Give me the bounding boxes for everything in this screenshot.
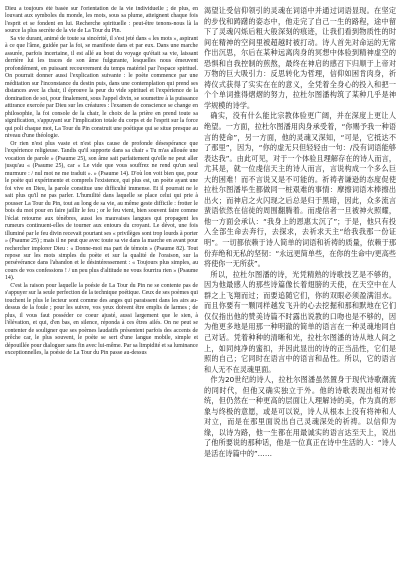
french-text-column [5,6,198,560]
chinese-paragraph: 确实，没有什么能比宗教体验更广阔，并在深度上更让人绝望。一方面，拉杜尔图潘用肉身承受着，“你赐予我一种语言的使命”，另一方面，他的灵魂又深知，“可是，它抵达不了那里”，因为，“你的虚无只但轻轻由一句：/没有词语能够表达我”。由此可见，对于一个体验且理解存在的诗人而言，尤其是，就一位虔信天主的诗人而言，言说构成一个多么巨大的困难！而不言说又是不可能的。祈祷者谦逊的态度促使拉杜尔图潘毕生都做同一桩艰难的事情：摩擦词语木棒擦出出火；而神启之火闪现之后总是归于黑暗，因此，众多流言蜚语依然在信徒的周围翻腾着。而虔信者一旦被神火照耀，他一方面会承认：“我身上的恩惠太沉了”；于是，他只有投入全部生命去奔行，去探求，去祈求天主“给我我那一份证明”。一切都依赖于诗人简单的词语和祈祷的质量，依赖于那份弃绝和无私的坚韧：“永远更简单些，在你的生命中/更高些将使你一无所获”。 [204,111,396,269]
french-paragraph: Dieu a toujours été basée sur l'orientation de la vie individuelle ; de plus, en louvant aux symboles du monde, les mots, sous sa plume, atteignent chaque fois l'esprit et se fondent en lui. Recherche spirituelle : peut-être tenons-nous là la source la plus secrète de la vie de La Tour du Pin. [5,6,198,35]
chinese-paragraph: 作为20世纪的诗人，拉杜尔图潘虽然置身于现代诗歌潮流的同时代，但他又确实独立于外。他的诗歌表现出相对传统，但仍然在一种更高的层面让人理解诗的美，作为真的形象与终极的意愿，或是可以说，诗人从根本上没有将神和人对立，而是在那里面说出自己灵魂深处的祈祷。以信仰为缘，以诗为路，他一生都在用最诚实的语言达至天上，说出了他所要说的那种话，他是一位真正在诗中生活的人：“诗人是活在诗篇中的”…… [204,375,396,458]
chinese-paragraph: 渴望让受信仰领引的灵魂在词语中并通过词语显现。在坚定的步伐和踌躇的姿态中，他走完了自己一生的路程，途中留下了灵魂闪烁后粗大般深刻的痕迹，让我们看到物质性的时间在精神的空间里被超越时被打动。诗人首先对命运的无常作出沉思，尔后在某种远离肉身的冥想中体验到精神虚空的恐惧和自我控制的煎熬，最终在神启的感召下归顺于上帝对万物的巨大吸引力：反思转化为哲理，信仰如困肯肉身，祈祷仪式获得了实实在在的意义，全凭着全身心的投入和把一个个单词推得熠熠的努力，拉杜尔图潘构筑了某种几乎是神学规模的诗学。 [204,6,396,110]
chinese-paragraph: 所以，拉杜尔图潘的诗，光凭精熟的诗歌技艺是不够的，因为他最感人的那些诗篇像长着翅膀的天使，在天空中在人群之上飞翔而过；而要追随它们，你的双眼必须盈满泪水。而且你要有一颗同样越发飞升的心去挖掘和那和默地在它们仅仅指出他的赞美诗篇不时露出说教的口吻也是不够的，因为他更多地是用那一种明澈的简单的语言在一种灵魂地同自己对话。凭着种种的清晰和光，拉杜尔图潘的诗从地人间之上，如同纯净的蜜扣，并因此显出的诗的正当品性，它们是照的自己；它同时在语言中的语言和品性。所以，它的语言和人无不在灵魂里面。 [204,269,396,374]
french-paragraph: Or rien n'est plus vaste et n'est plus cause de profonde désespérance que l'expérience religieuse. Tandis qu'il supporte dans sa chair « Tu m'as allouée une vocation de parole » (Psaume 25), son âme sait parfaitement qu'elle ne peut aller jusqu'au « (Psaume 25), car « Le vide que vous souffrez ne rend qu'un seul murmure : / nul mot ne me traduit ». » (Psaume 14). D'où lon voit bien que, pour le poète qui expérimente et comprels l'existence, qui plus est, un poète ayant une foi vive en Dieu, la parole constitue une difficulté immense. Et il pourrait ne le sait plus qu'il ne pas parler. L'humilité dans laquelle se place celui qui prie à pousser La Tour du Pin, tout au long de sa vie, au même geste difficile : frotter le bois du mot pour en faire jaillir le feu ; or le feu vient, bien souvent faire comme l'éclat retourne aux ténèbres, aussi les mauvaises langues qui propagent les rumeurs continuent-elles de tourner aux entours du croyant. Le dévot, une fois illuminé par le feu divin recevait pourtant ses « privilèges sont trop lourds à porter » (Psaume 25) ; mais il ne peut que avec toute sa vie dans la marche en avant pour rechercher implorer Dieu : « Donne-moi ma part de témoin » (Psaume 82). Tout repose sur les mots simples du poète et sur la qualité de l'oraison, sur la persévérance dans l'abandon et le désintéressement : « Toujours plus simples, au cours de vos confessions ! / un peu plus d'altitude ne vous fourrira rien » (Psaume 14). [5,140,198,282]
french-paragraph: Sa vie durant, animé de toute sa sincérité, il s'est jeté dans « les mots », aspirant à ce que l'âme, guidée par la foi, se manifeste dans et par eux. Dans une marche assurée, parfois incertaine, il est allé au bout du voyage qu'était sa vie, laissant derrière lui les traces de son âme fulgurante, lesquelles nous émeuvent profondément, en puissant recouvrement du temps matériel par l'espace spirituel. On pourrait donner aussi l'explication suivante : le poète commence par une méditation sur l'inconstance du destin puis, dans une contemplation qui prend ses distances avec la chair, il éprouve la peur du vide spirituel et l'expérience de la domination de soi, pour finalement, sous l'appel divin, se soumettre à la puissance attirance exercée par Dieu sur les créatures : l'examen de conscience se change en philosophie, la foi console de la chair, le choix de la prière en prend toute sa signification, s'appuyant sur l'implication totale du corps et de l'esprit sur la force qui poli chaque mot, La Tour du Pin construit une poétique qui se situe presque au niveau d'une théologie. [5,35,198,140]
french-paragraph: C'est la raison pour laquelle la poésie de La Tour du Pin ne se contente pas de s'appuyer sur la seule perfection de la technique poétique. Ceux de ses poèmes qui touchent le plus le lecteur sont comme des anges qui paraissent dans les airs au-dessus de la foule ; pour les suivre, vos yeux doivent être emplis de larmes ; de plus, il vous faut posséder ce coeur ajusté, aussi largement que le sien, à l'élévation, et qui, d'en bas, en silence, réponda à ces êtres ailés. On ne peut se contenter de souligner que ses poèmes laudatifs présentent parfois des accents de prêche car, le plus souvent, le poète se sert d'une langue mobile, simple et dépouillée pour dialoguer sans fin avec lui-même. Par sa limpidité et sa luminance exceptionnelles, la poésie de La Tour du Pin passe au-dessus [5,282,198,357]
chinese-text-column [204,6,396,560]
